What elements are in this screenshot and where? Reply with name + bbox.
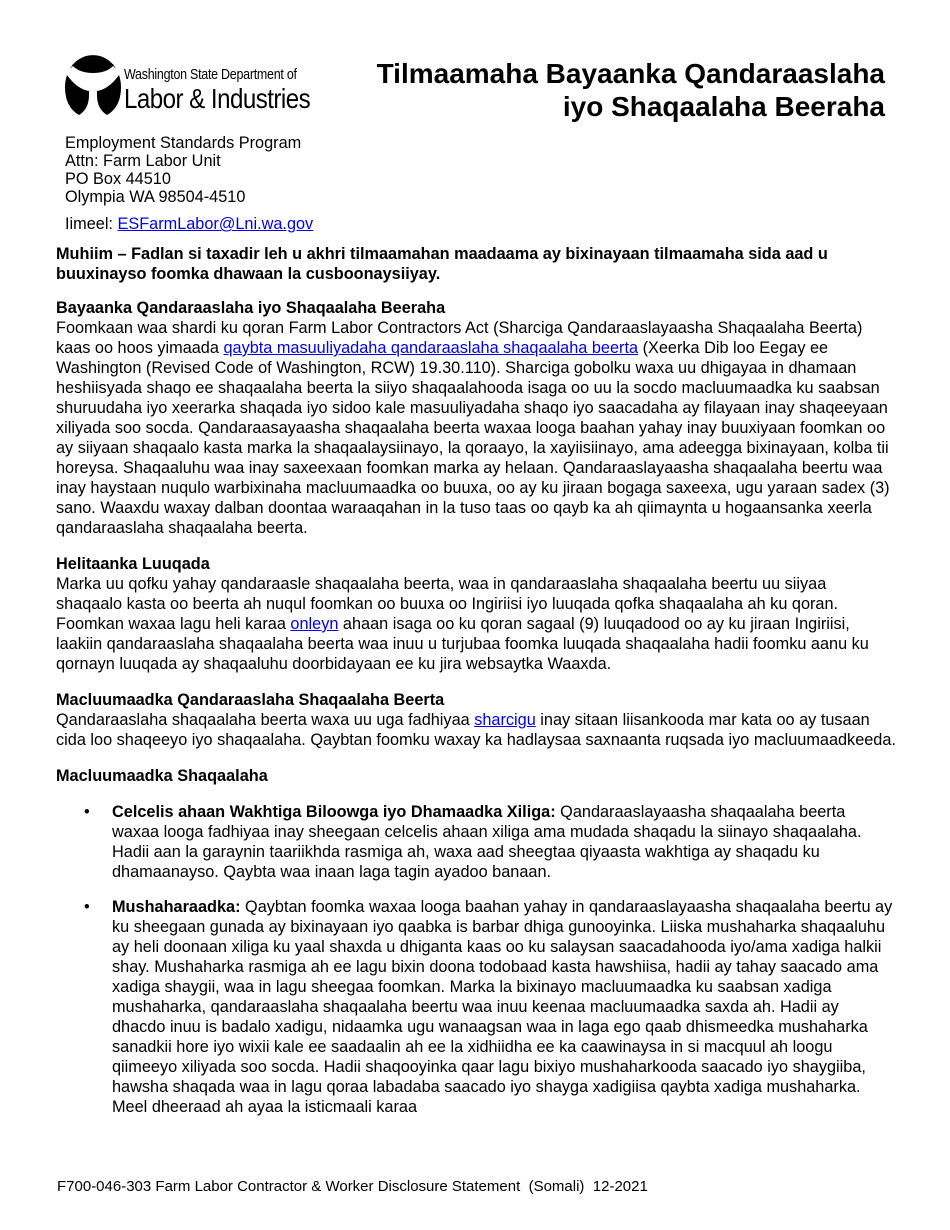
section-paragraph <box>56 574 896 674</box>
email-line <box>65 215 313 233</box>
section-worker-info <box>56 766 896 1117</box>
section-heading: Macluumaadka Shaqaalaha <box>56 767 268 785</box>
law-link[interactable]: sharcigu <box>474 711 536 729</box>
bullet-icon: • <box>84 803 90 821</box>
section-heading: Bayaanka Qandaraaslaha iyo Shaqaalaha Beeraha <box>56 299 446 317</box>
bullet-icon: • <box>84 898 90 916</box>
list-item-text: Qaybtan foomka waxaa looga baahan yahay in qandaraaslayaasha shaqaalaha beertu ay ku sheegaan gunada ay bixinayaan iyo qaabka is barbar dhiga gunooyinka. Liiska mushaharka shaqaaluhu ay heli doonaan xiliga ku yaal shaxda u dhiganta kaas oo ku salaysan saacadahooda iyo/ama xadiga halkii shay. Mushaharka rasmiga ah ee lagu bixin doona todobaad kasta hawshiisa, hadii ay tahay saacado ama xadiga shaygii, waa in lagu sheegaa foomkan. Marka la bixinayo macluumaadka ku saabsan xadiga mushaharka, qandaraaslaha shaqaalaha beertu waa inuu keenaa macluumaadka saxda ah. Hadii ay dhacdo inuu is badalo xadigu, nidaamka ugu wanaagsan waa in laga ego qaab dhismeedka mushaharka sanadkii hore iyo wixii kale ee saadaalin ah ee la xidhiidha ee ka caawinaysa in si macquul ah loogu qiimeeyo xiliyada soo socda. Hadii shaqooyinka qaar lagu bixiyo mushaharkooda saacado iyo shaygiiba, hawsha shaqada waa in lagu qoraa labadaba saacado iyo shayga xadigiisa qaybta xadiga mushaharka. Meel dheeraad ah ayaa la isticmaali karaa <box>112 898 893 1116</box>
section-heading: Helitaanka Luuqada <box>56 555 210 573</box>
paragraph-text: Marka uu qofku yahay qandaraasle shaqaalaha beerta, waa in qandaraaslaha shaqaalaha beertu uu siiyaa shaqaalo kasta oo beerta ah nuqul foomkan oo buuxa oo Ingiriisi iyo luuqada qofka shaqaalaha ah ku qoran. Foomkan waxaa lagu heli karaa <box>56 575 839 633</box>
list-item <box>56 897 896 1117</box>
paragraph-text: Foomkaan waa shardi ku qoran Farm Labor Contractors Act (Sharciga Qandaraaslayaasha Shaqaalaha Beerta) kaas oo hoos yimaada <box>56 319 863 357</box>
email-link[interactable]: ESFarmLabor@Lni.wa.gov <box>117 215 314 233</box>
page-title-line2: iyo Shaqaalaha Beeraha <box>562 91 885 122</box>
logo-agency-text: Labor & Industries <box>124 83 311 114</box>
section-heading: Macluumaadka Qandaraaslaha Shaqaalaha Beerta <box>56 691 445 709</box>
address-line: Olympia WA 98504-4510 <box>65 188 246 206</box>
paragraph-text: Qandaraaslaha shaqaalaha beerta waxa uu uga fadhiyaa <box>56 711 475 729</box>
address-line: PO Box 44510 <box>65 170 171 188</box>
address-line: Employment Standards Program <box>65 134 302 152</box>
form-footer: F700-046-303 Farm Labor Contractor & Worker Disclosure Statement (Somali) 12-2021 <box>57 1178 648 1195</box>
bullet-list <box>56 802 896 1117</box>
address-line: Attn: Farm Labor Unit <box>65 152 221 170</box>
logo-department-text: Washington State Department of <box>124 67 297 83</box>
section-paragraph <box>56 710 896 750</box>
important-notice: Muhiim – Fadlan si taxadir leh u akhri tilmaamahan maadaama ay bixinayaan tilmaamaha sida aad u buuxinayso foomka dhawaan la cusboonaysiiyay. <box>56 245 828 283</box>
list-item-title: Mushaharaadka: <box>112 898 241 916</box>
document-body <box>56 244 896 1132</box>
page-title-line1: Tilmaamaha Bayaanka Qandaraaslaha <box>376 58 885 89</box>
section-language-access <box>56 554 896 674</box>
flc-responsibilities-link[interactable]: qaybta masuuliyadaha qandaraaslaha shaqaalaha beerta <box>223 339 639 357</box>
paragraph-text: (Xeerka Dib loo Eegay ee Washington (Revised Code of Washington, RCW) 19.30.110). Sharciga gobolku waxa uu dhigayaa in dhamaan heshiisyada shaqo ee shaqaalaha beerta la siiyo shaqaalahooda isaga oo uu la socdo macluumaadka ku saabsan shuruudaha iyo xeerarka shaqada iyo sidoo kale masuuliyadaha shaqo iyo saacadaha ay filayaan inay shaqeeyaan xiliyada soo socda. Qandaraasayaasha shaqaalaha beerta waxaa looga baahan yahay inay buuxiyaan foomkan oo ay siiyaan shaqaalo kasta marka la shaqaalaysiinayo, la qoraayo, la xayiisiinayo, ama adeegga bixinayaan, kolba tii horeysa. Shaqaaluhu waa inay saxeexaan foomkan marka ay helaan. Qandaraaslayaasha shaqaalaha beertu waa inay haystaan nuqulo warbixinaha macluumaadka oo buuxa, oo ay ku jiraan bogaga saxeexa, ugu yaraan sadex (3) sano. Waaxdu waxay dalban doontaa waraaqahan in la tuso taas oo qayb ka ah qiimaynta u hogaansanka xeerla qandaraaslaha shaqaalaha beerta. <box>56 339 890 537</box>
email-label: Iimeel: <box>65 215 118 233</box>
paragraph-text: inay sitaan liisankooda mar kata oo ay tusaan cida loo shaqeeyo iyo shaqaalaha. Qaybtan foomku waxay ka hadlaysaa saxnaanta ruqsada iyo macluumaadkeeda. <box>56 711 896 749</box>
list-item <box>56 802 896 882</box>
page-title <box>345 57 885 123</box>
mailing-address <box>65 134 301 206</box>
list-item-text: Qandaraaslayaasha shaqaalaha beerta waxaa looga fadhiyaa inay sheegaan celcelis ahaan xiliga ama mudada shaqadu la siinayo shaqaalaha. Hadii aan la garaynin taariikhda rasmiga ah, waxa aad sheegtaa qiyaasta wakhtiga ay shaqadu ku dhamaanayso. Qaybta waa inaan laga tagin ayadoo banaan. <box>112 803 862 881</box>
list-item-title: Celcelis ahaan Wakhtiga Biloowga iyo Dhamaadka Xiliga: <box>112 803 556 821</box>
lni-logo-icon <box>63 55 123 119</box>
section-disclosure-statement <box>56 298 896 538</box>
paragraph-text: ahaan isaga oo ku qoran sagaal (9) luuqadood oo ay ku jiraan Ingiriisi, laakiin qandaraaslaha shaqaalaha beerta waa inuu u turjubaa foomka luuqada shaqaalaha hadii foomku aanu ku qornayn luuqada ay shaqaaluhu doorbidayaan ee ku jira websaytka Waaxda. <box>56 615 869 673</box>
online-form-link[interactable]: onleyn <box>290 615 339 633</box>
section-paragraph <box>56 318 896 538</box>
lni-logo <box>63 55 333 119</box>
section-contractor-info <box>56 690 896 750</box>
